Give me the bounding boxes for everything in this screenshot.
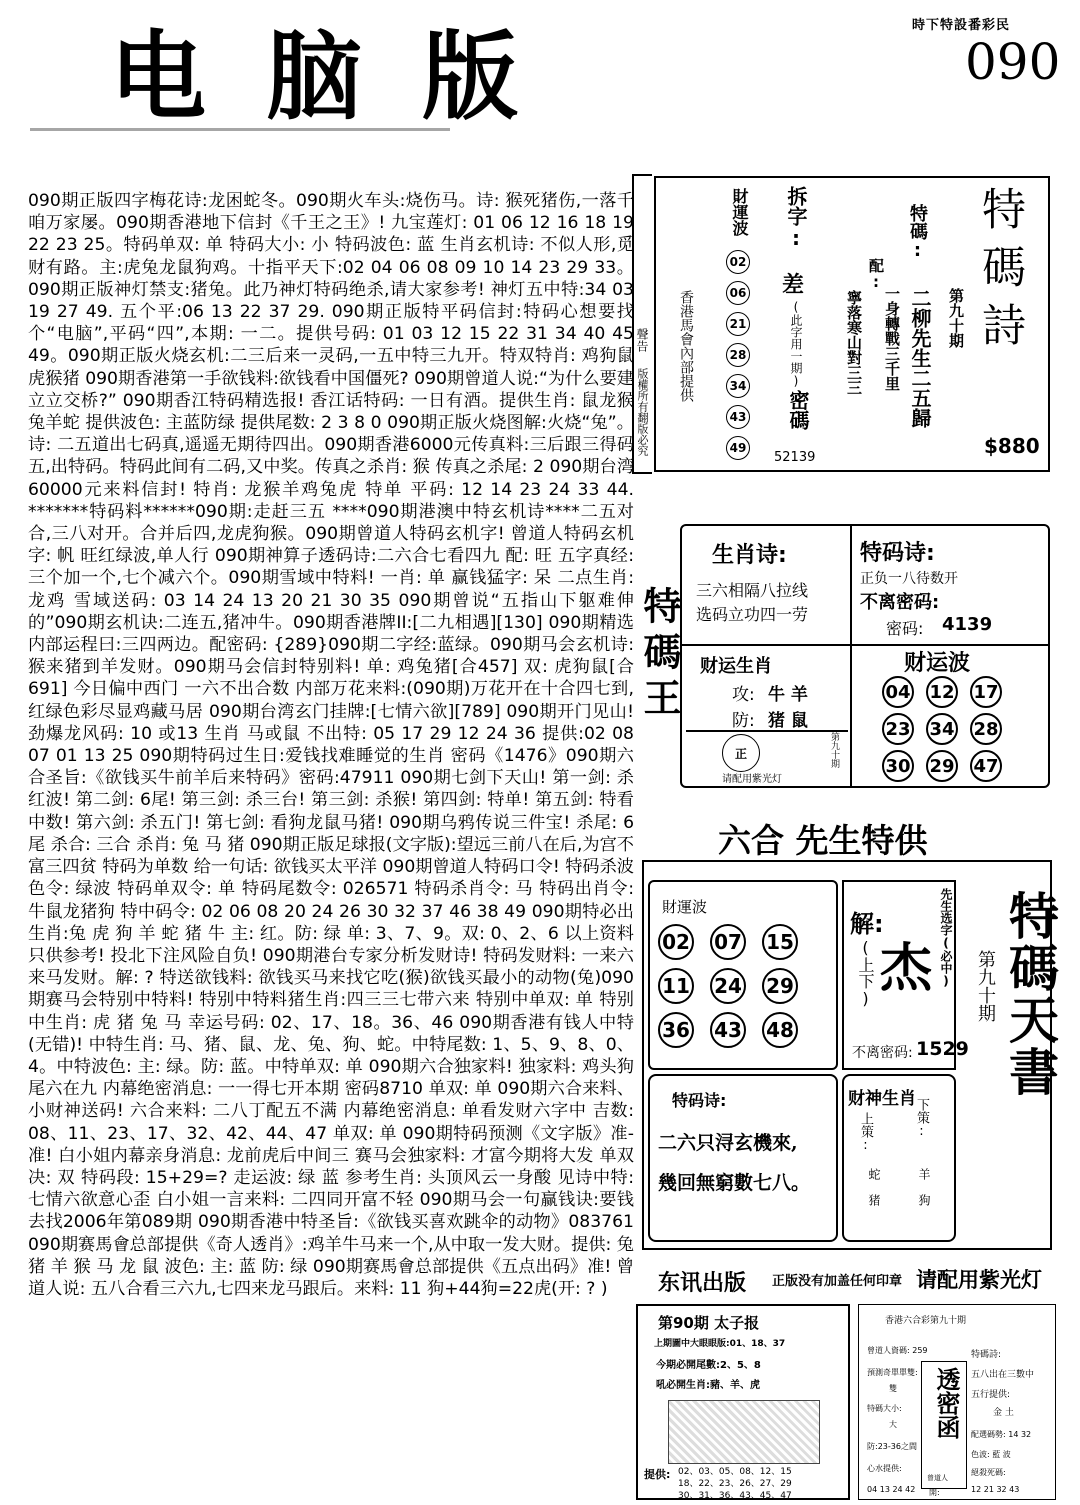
- number-ball: 28: [970, 713, 1002, 745]
- poem-line-1: 二六只浔玄機來,: [658, 1132, 798, 1154]
- caiyun-number: 28: [726, 343, 750, 367]
- tema-wang-side-title: 特碼王: [637, 586, 682, 724]
- no-stamp-note: 正版没有加盖任何印章: [772, 1274, 903, 1289]
- jie-char: 杰: [880, 938, 933, 999]
- v-divider: [850, 526, 852, 786]
- toumi-right-2: 五八出在三數中: [971, 1370, 1035, 1380]
- toumi-right-3-value: 金 土: [993, 1408, 1014, 1418]
- taizi-illustration: [668, 1400, 820, 1464]
- poem-column-3: 寧落寒山對三三: [845, 290, 863, 395]
- page-title: 电脑版: [110, 20, 578, 133]
- jie-label: 解:: [850, 910, 884, 938]
- fang-value: 猪 鼠: [768, 711, 808, 731]
- number-ball: 36: [658, 1012, 694, 1048]
- caiyun-number: 49: [726, 436, 750, 460]
- shang-label: 上策:: [858, 1112, 873, 1153]
- poem-line-2: 幾回無窮數七八。: [658, 1172, 811, 1194]
- tema-wang-box: [680, 524, 1050, 788]
- shengxiao-line-1: 三六相隔八拉线: [696, 581, 809, 600]
- copyright-warning: 版權所有翻版必究: [636, 368, 649, 456]
- chaizi-note: (此字用一期): [789, 300, 803, 388]
- toumi-line-5-value: 04 13 24 42: [867, 1485, 916, 1494]
- temashi-line-1: 正负一八待数开: [860, 571, 958, 587]
- taizi-box: [636, 1304, 850, 1500]
- toumi-line-2-value: 雙: [889, 1384, 897, 1393]
- buli-value: 1529: [916, 1038, 969, 1060]
- taizi-line-1: 上期圖中大眼眼版:01、18、37: [654, 1339, 786, 1349]
- toumi-right-1: 特碼詩:: [971, 1350, 1002, 1360]
- poem-column-1: 二柳先生二五歸: [908, 288, 932, 428]
- number-ball: 29: [926, 750, 958, 782]
- jie-sub: (上下): [856, 938, 875, 1008]
- gong-value: 牛 羊: [768, 685, 808, 705]
- pei-label: 配:: [867, 258, 885, 291]
- toumi-right-7: 12 21 32 43: [971, 1485, 1020, 1494]
- temashi-title: 特码诗:: [860, 541, 935, 566]
- issue-label: 第九十期: [947, 288, 965, 348]
- toumi-box: [858, 1304, 1056, 1500]
- top-strip: 時下特設番彩民: [912, 18, 1011, 33]
- liuhe-caiyun-grid: [658, 924, 828, 1064]
- number-ball: 47: [970, 750, 1002, 782]
- buli-label: 不离密码:: [860, 592, 940, 613]
- shang-values: 蛇 猪: [867, 1168, 881, 1206]
- header-rule: [30, 128, 450, 131]
- taizi-nums-1: 02、03、05、08、12、15: [678, 1467, 792, 1477]
- caiyun-label: 財運波: [730, 188, 749, 236]
- light-note: 请配用紫光灯: [722, 774, 782, 785]
- toumi-line-5: 心水提供:: [867, 1464, 902, 1473]
- temashi-label: 特码诗:: [672, 1091, 727, 1110]
- taizi-nums-2: 18、22、23、26、27、29: [678, 1479, 792, 1489]
- taizi-provide-label: 提供:: [644, 1468, 671, 1481]
- fang-label: 防:: [732, 711, 755, 731]
- caiyunbo-grid: [882, 676, 1012, 786]
- liuhe-title: 六合 先生特供: [718, 821, 928, 860]
- number-ball: 34: [926, 713, 958, 745]
- buli-label: 不离密码:: [852, 1045, 913, 1061]
- taizi-title: 第90期 太子报: [658, 1314, 760, 1332]
- number-ball: 29: [762, 968, 798, 1004]
- shengxiao-line-2: 选码立功四一劳: [696, 605, 809, 624]
- liuhe-box: [642, 860, 1060, 1250]
- caiyun-number: 02: [726, 250, 750, 274]
- notice-label: 聲告: [635, 328, 649, 352]
- xia-values: 羊 狗: [917, 1168, 931, 1206]
- caiyun-label: 財運波: [662, 898, 708, 916]
- chaizi-code: 密碼: [786, 390, 810, 430]
- taizi-line-2: 今期必開尾數:2、5、8: [656, 1360, 761, 1371]
- publisher: 东讯出版: [658, 1271, 747, 1296]
- number-ball: 17: [970, 676, 1002, 708]
- chaizi-value: 差: [782, 273, 805, 298]
- caiyun-number: 34: [726, 374, 750, 398]
- caiyun-number: 06: [726, 281, 750, 305]
- taizi-nums-3: 30、31、36、43、45、47: [678, 1491, 792, 1501]
- uv-note: 请配用紫光灯: [916, 1268, 1042, 1292]
- toumi-line-2: 預測奇單單雙:: [867, 1368, 918, 1377]
- issue-small: 第九十期: [829, 732, 839, 768]
- toumi-title: 透密函: [932, 1367, 961, 1439]
- number-ball: 30: [882, 750, 914, 782]
- toumi-line-1: 曾道人資碼: 259: [867, 1346, 928, 1355]
- tema-shi-box: [635, 176, 1050, 472]
- toumi-line-4: 防:23-36之間: [867, 1442, 917, 1451]
- tema-shi-title: 特碼詩: [974, 186, 1025, 360]
- toumi-right-3: 五行提供:: [971, 1390, 1011, 1400]
- shengxiao-title: 生肖诗:: [712, 543, 787, 568]
- caiyun-number: 43: [726, 405, 750, 429]
- seal-stamp: 正: [722, 734, 760, 772]
- toumi-right-4: 配選碼勢: 14 32: [971, 1430, 1032, 1439]
- number-ball: 23: [882, 713, 914, 745]
- xuanzi-label: 先生选字(必中): [939, 888, 953, 988]
- toumi-sig: 曾道人: [927, 1474, 948, 1482]
- toumi-line-3: 特碼大小:: [867, 1404, 902, 1413]
- caishen-title: 财神生肖: [848, 1089, 916, 1109]
- number-ball: 43: [710, 1012, 746, 1048]
- taizi-line-3: 吼必開生肖:豬、羊、虎: [656, 1380, 760, 1391]
- number-ball: 12: [926, 676, 958, 708]
- number-ball: 02: [658, 924, 694, 960]
- caiyun-sx-title: 财运生肖: [700, 656, 772, 677]
- tianshu-issue: 第九十期: [975, 950, 996, 1022]
- poem-column-2: 一身轉戰三千里: [883, 286, 901, 391]
- toumi-open: 開:: [929, 1488, 940, 1497]
- tema-label: 特碼:: [907, 204, 928, 261]
- mima-value: 4139: [942, 614, 993, 635]
- toumi-line-3-value: 大: [889, 1420, 897, 1429]
- number-ball: 15: [762, 924, 798, 960]
- gong-label: 攻:: [732, 685, 755, 705]
- h-divider: [682, 644, 1048, 646]
- mima-label: 密码:: [886, 619, 924, 638]
- number-ball: 04: [882, 676, 914, 708]
- toumi-header: 香港六合彩第九十期: [885, 1316, 967, 1326]
- price: $880: [984, 434, 1040, 458]
- provider-text: 香港馬會內部提供: [678, 290, 694, 402]
- toumi-right-6: 絕殺死碼:: [971, 1468, 1006, 1477]
- tianshu-title: 特碼天書: [1001, 890, 1060, 1098]
- number-ball: 24: [710, 968, 746, 1004]
- number-ball: 11: [658, 968, 694, 1004]
- main-text-column: 090期正版四字梅花诗:龙困蛇冬。090期火车头:烧伤马。诗: 猴死猪伤,一落千咱万家屡。090期香港地下信封《千王之王》! 九宝莲灯: 01 06 12 16 18 19 22 23 25。特码单双: 单 特码大小: 小 特码波色: 蓝 生肖玄机诗: 不似人形,觅财有路。主:虎兔龙鼠狗鸡。十指平天下:02 04 06 08 09 10 14 23 29 33。090期正版神灯禁支:猪兔。此乃神灯特码绝杀,请大家参考! 神灯五中特:34 03 19 27 49. 五个平:06 13 22 37 29. 090期正版特平码信封:特码心想要找个“电脑”,平码“四”,本期: 一二。提供号码: 01 03 12 15 22 31 34 40 45 49。090期正版火烧玄机:二三后来一灵码,一五中特三九开。特双特肖: 鸡狗鼠虎猴猪 090期香港第一手欲钱料:欲钱看中国僵死? 090期曾道人说:“为什么要建立立交桥?” 090期香江特码精选报! 香江话特码: 一日有酒。提供生肖: 鼠龙猴兔羊蛇 提供波色: 主蓝防绿 提供尾数: 2 3 8 0 090期正版火烧图解:火烧“兔”。诗: 二五道出七码真,遥遥无期待四出。090期香港6000元传真料:三后跟三得码五,出特码。特码此间有二码,又中奖。传真之杀肖: 猴 传真之杀尾: 2 090期台湾60000元来料信封! 特肖: 龙猴羊鸡兔虎 特单 平码: 12 14 23 24 33 44. *******特码料******090期:走赶三五 ****090期港澳中特玄机诗****二五对合,三八对开。合并后四,龙虎狗猴。090期曾道人特码玄机字! 曾道人特码玄机字: 帆 旺红绿波,单人行 090期神算子透码诗:二六合七看四九 配: 旺 五字真经:三个加一个,七个减六个。090期雪域中特料! 一肖: 单 赢钱猛字: 呆 二点生肖: 龙鸡 雪域送码: 03 14 24 13 20 21 30 35 090期曾说“五指山下躯难伸的”090期玄机诀:二连五,猪冲牛。090期香港牌II:[二九相遇][130] 090期精选内部运程曰:三四两边。配密码: {289}090期二字经:蓝绿。090期马会玄机诗:猴来猪到羊发财。090期马会信封特别料! 单: 鸡兔猪[合457] 双: 虎狗鼠[合691] 今日偏中西门 一六不出合数 内部万花来料:(090期)万花开在十合四七到,红绿色彩尽显鸡藏马居 090期台湾玄门挂牌:[七情六欲][789] 090期开门见山! 劲爆龙风码: 10 或13 生肖 马或鼠 不出特: 05 17 29 12 24 36 提供:02 08 07 01 13 25 090期特码过生日:爱钱找难睡觉的生肖 密码《1476》090期六合圣旨:《欲钱买牛前羊后来特码》密码:47911 090期七剑下天山! 第一剑: 杀红波! 第二剑: 6尾! 第三剑: 杀三台! 第三剑: 杀猴! 第四剑: 特单! 第五剑: 特看中数! 第六剑: 杀五门! 第七剑: 看狗龙鼠马猪! 090期乌鸦传说三件宝! 杀尾: 6尾 杀合: 三合 杀肖: 兔 马 猪 090期正版足球报(文字版):望远三前八在后,为宫不富三四贫 特码为单数 给一句话: 欲钱买太平洋 090期曾道人特码口令! 特码杀波色令: 绿波 特码单双令: 单 特码尾数令: 026571 特码杀肖令: 马 特码出肖令: 牛鼠龙猪狗 特中码令: 02 06 08 20 24 26 30 32 37 46 38 49 090期特必出生肖:兔 虎 狗 羊 蛇 猪 牛 主: 红。防: 绿 单: 3、7、9。双: 0、2、6 以上资料只供参考! 投北下注风险自负! 090期港台专家分析发财诗! 特码发财料: 一来六来马发财。解: ? 特送欲钱料: 欲钱买马来找它吃(猴)欲钱买最小的动物(兔)090期赛马会特别中特料! 特别中特料猪生肖:四三三七带六来 特别中单双: 单 特别中生肖: 虎 猪 兔 马 幸运号码: 02、17、18。36、46 090期香港有钱人中特(无错)! 中特生肖: 马、猪、鼠、龙、兔、狗、蛇。中特尾数: 1、5、9、8、0、4。中特波色: 主: 绿。防: 蓝。中特单双: 单 090期六合独家料! 独家料: 鸡头狗尾六在九 内幕绝密消息: 一一得七开本期 密码8710 单双: 单 090期六合来料、小财神送码! 六合来料: 二八丁配五不满 内幕绝密消息: 单看发财六字中 吉数: 08、11、23、17、32、42、44、47 单双: 单 090期特码预测《文字版》准-准! 白小姐内幕亲身消息: 龙前虎后中间三 赛马会独家料: 才富今期将大发 单双决: 双 特码段: 15+29=? 走运波: 绿 蓝 参考生肖: 头顶风云一身酸 见诗中特: 七情六欲意心歪 白小姐一言来料: 二四同开富不轻 090期马会一句赢钱诀:要钱去找2006年第089期 090期香港中特圣旨:《欲钱买喜欢跳伞的动物》083761 090期赛馬會总部提供《奇人透肖》:鸡羊牛马来一个,从中取一发大财。提供: 兔 猪 羊 猴 马 龙 鼠 波色: 主: 蓝 防: 绿 090期赛馬會总部提供《五点出码》准! 曾道人说: 五八合看三六九,七四来龙马跟后。来料: 11 狗+44狗=22虎(开: ? ): [28, 191, 634, 1299]
- xia-label: 下策:: [914, 1098, 929, 1139]
- caiyunbo-title: 财运波: [904, 651, 971, 676]
- code-number: 52139: [774, 450, 816, 465]
- issue-number: 090: [965, 33, 1061, 91]
- number-ball: 07: [710, 924, 746, 960]
- caiyun-number: 21: [726, 312, 750, 336]
- chaizi-label: 拆字:: [784, 186, 808, 250]
- toumi-right-5: 色波: 藍 波: [971, 1450, 1011, 1459]
- number-ball: 48: [762, 1012, 798, 1048]
